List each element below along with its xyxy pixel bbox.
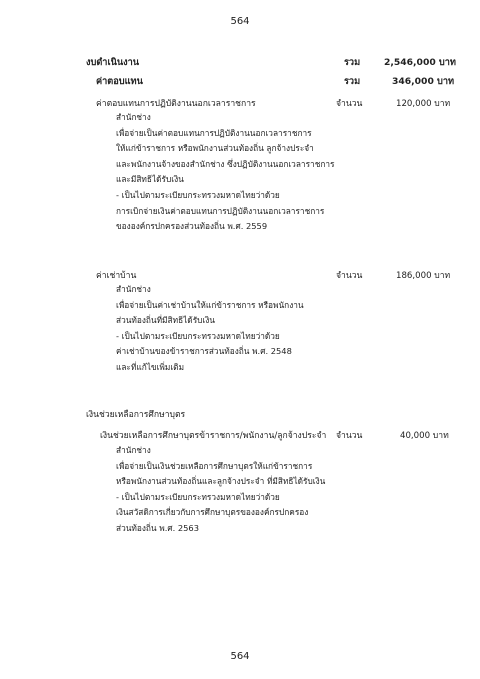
description-line: - เป็นไปตามระเบียบกระทรวงมหาดไทยว่าด้วย [116,330,280,341]
description-line: ค่าเช่าบ้านของข้าราชการส่วนท้องถิ่น พ.ศ. 2548 [116,346,292,357]
description-line: และพนักงานจ้างของสำนักช่าง ซึ่งปฏิบัติงานนอกเวลาราชการ [116,158,335,169]
item-amount: 120,000 บาท [396,99,451,109]
item-title: ค่าเช่าบ้าน [96,271,137,281]
description-line: - เป็นไปตามระเบียบกระทรวงมหาดไทยว่าด้วย [116,189,280,200]
description-line: สำนักช่าง [116,284,151,294]
education-item-title: เงินช่วยเหลือการศึกษาบุตรข้าราชการ/พนักงาน/ลูกจ้างประจำ [100,431,327,441]
description-line: ขององค์กรปกครองส่วนท้องถิ่น พ.ศ. 2559 [116,221,268,232]
category-title: ค่าตอบแทน [96,76,143,87]
description-line: สำนักช่าง [116,112,151,122]
education-description [116,443,325,537]
item-amount-label: จำนวน [336,99,363,109]
description-line: ส่วนท้องถิ่นที่มีสิทธิได้รับเงิน [116,315,215,326]
item-description [116,282,304,376]
budget-total-amount: 2,546,000 บาท [384,57,456,68]
item-amount-label: จำนวน [336,271,363,281]
education-amount-label: จำนวน [336,431,363,441]
category-total-amount: 346,000 บาท [392,76,455,87]
item-description [116,110,334,235]
description-line: การเบิกจ่ายเงินค่าตอบแทนการปฏิบัติงานนอกเวลาราชการ [116,205,325,216]
description-line: และมีสิทธิได้รับเงิน [116,174,184,185]
description-line: - เป็นไปตามระเบียบกระทรวงมหาดไทยว่าด้วย [116,491,280,502]
description-line: และที่แก้ไขเพิ่มเติม [116,361,185,372]
page-number-bottom: 564 [230,651,250,662]
budget-title: งบดำเนินงาน [86,57,140,68]
page-number-top: 564 [230,16,250,27]
description-line: เงินสวัสดิการเกี่ยวกับการศึกษาบุตรขององค์กรปกครอง [116,507,309,518]
budget-total-label: รวม [344,57,361,68]
category-total-label: รวม [344,76,361,87]
description-line: สำนักช่าง [116,445,151,455]
description-line: เพื่อจ่ายเป็นเงินช่วยเหลือการศึกษาบุตรให้แก่ข้าราชการ [116,460,313,471]
description-line: หรือพนักงานส่วนท้องถิ่นและลูกจ้างประจำ ที่มีสิทธิได้รับเงิน [116,476,326,487]
description-line: เพื่อจ่ายเป็นค่าตอบแทนการปฏิบัติงานนอกเวลาราชการ [116,127,312,138]
description-line: ให้แก่ข้าราชการ หรือพนักงานส่วนท้องถิ่น ลูกจ้างประจำ [116,143,314,154]
description-line: เพื่อจ่ายเป็นค่าเช่าบ้านให้แก่ข้าราชการ หรือพนักงาน [116,299,304,310]
item-amount: 186,000 บาท [396,271,451,281]
education-amount: 40,000 บาท [400,431,449,441]
item-title: ค่าตอบแทนการปฏิบัติงานนอกเวลาราชการ [96,99,256,109]
education-group-title: เงินช่วยเหลือการศึกษาบุตร [86,410,186,420]
description-line: ส่วนท้องถิ่น พ.ศ. 2563 [116,522,199,533]
